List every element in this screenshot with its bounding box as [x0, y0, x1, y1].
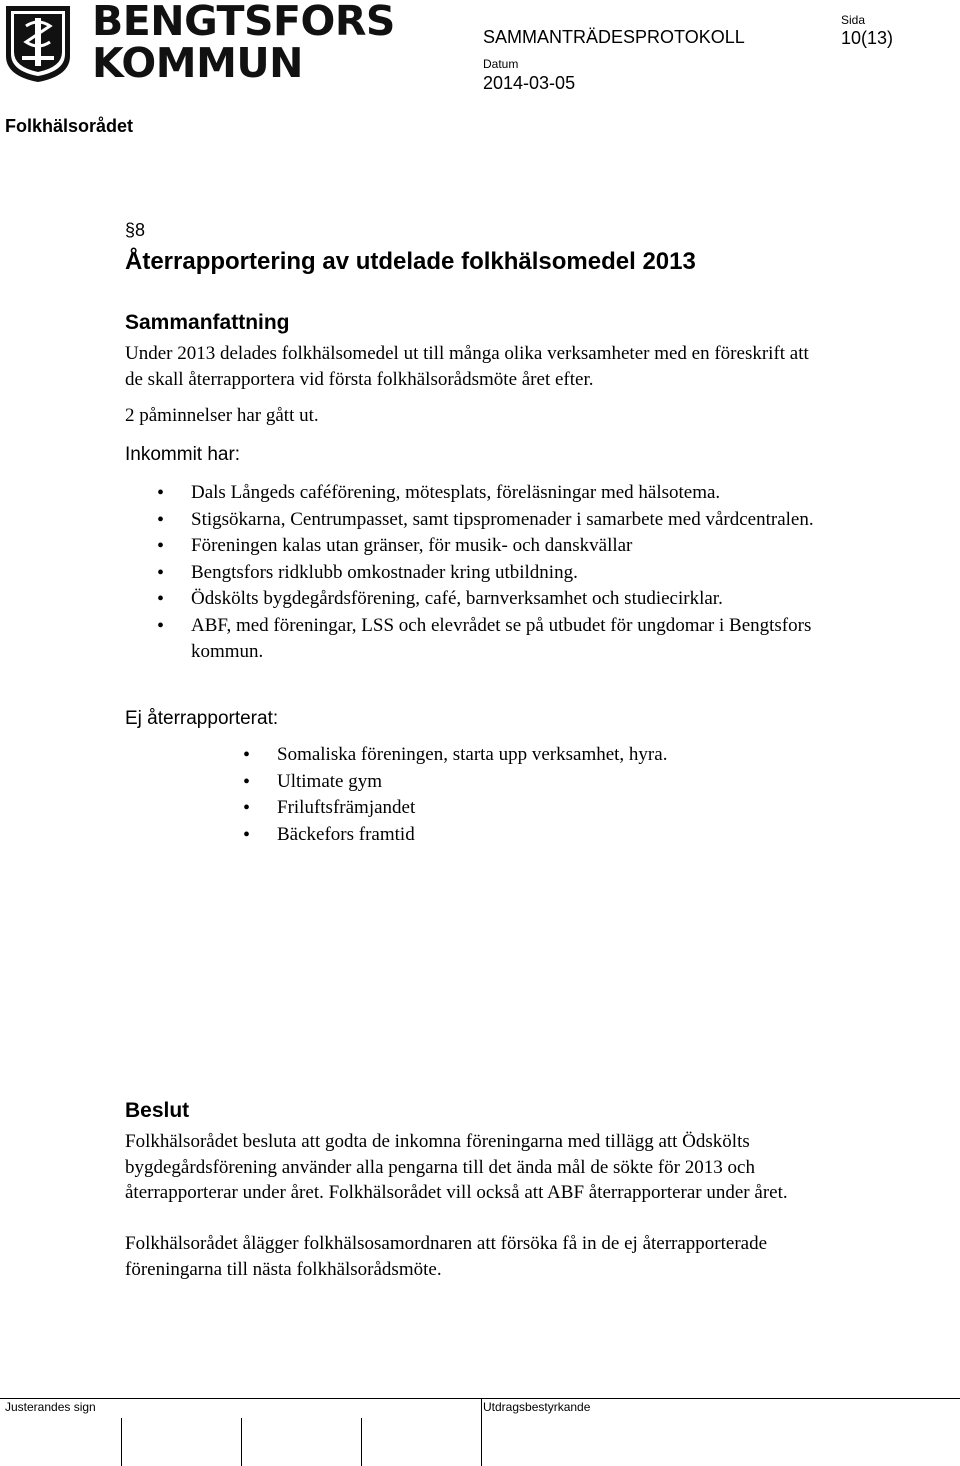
received-list [191, 480, 841, 666]
signature-box-divider [121, 1418, 122, 1466]
summary-text: Under 2013 delades folkhälsomedel ut till många olika verksamheter med en föreskrift att de skall återrapportera vid första folkhälsorådsmöte året efter. [125, 343, 809, 390]
list-item: • Föreningen kalas utan gränser, för musik- och danskvällar [191, 533, 841, 560]
not-reported-list [277, 742, 837, 848]
list-item: • Ultimate gym [277, 769, 837, 796]
list-item: • Somaliska föreningen, starta upp verksamhet, hyra. [277, 742, 837, 769]
signature-box-divider [481, 1398, 482, 1466]
list-item: • Bengtsfors ridklubb omkostnader kring utbildning. [191, 560, 841, 587]
list-item: • ABF, med föreningar, LSS och elevrådet se på utbudet för ungdomar i Bengtsfors kommun. [191, 613, 841, 666]
summary-heading: Sammanfattning [125, 311, 290, 334]
logo-line-2: KOMMUN [92, 39, 303, 87]
section-title: Återrapportering av utdelade folkhälsomedel 2013 [125, 248, 696, 275]
paragraph-number: §8 [125, 220, 146, 240]
list-item: • Bäckefors framtid [277, 822, 837, 849]
footer-rule [0, 1398, 960, 1399]
decision-text: Folkhälsorådet besluta att godta de inkomna föreningarna med tillägg att Ödskölts bygdegårdsförening använder alla pengarna till det ända mål de sökte för 2013 och återrapporterar under året. Folkhälsorådet vill också att ABF återrapporterar under året. [125, 1131, 788, 1203]
document-type: SAMMANTRÄDESPROTOKOLL [483, 27, 745, 47]
page-number: 10(13) [841, 28, 894, 48]
sign-label: Justerandes sign [5, 1400, 96, 1414]
municipality-crest-logo [4, 4, 72, 84]
organization-name: Folkhälsorådet [5, 116, 134, 136]
logo-line-1: BENGTSFORS [92, 0, 395, 45]
date-value: 2014-03-05 [483, 73, 576, 93]
list-item: • Friluftsfrämjandet [277, 795, 837, 822]
decision-text-2: Folkhälsorådet ålägger folkhälsosamordnaren att försöka få in de ej återrapporterade föreningarna till nästa folkhälsorådsmöte. [125, 1233, 768, 1280]
list-item: • Ödskölts bygdegårdsförening, café, barnverksamhet och studiecirklar. [191, 586, 841, 613]
received-heading: Inkommit har: [125, 444, 241, 465]
signature-box-divider [361, 1418, 362, 1466]
not-reported-heading: Ej återrapporterat: [125, 708, 279, 729]
signature-box-divider [241, 1418, 242, 1466]
certified-label: Utdragsbestyrkande [483, 1400, 591, 1414]
municipality-wordmark [92, 0, 395, 87]
date-label: Datum [483, 57, 519, 71]
reminder-text: 2 påminnelser har gått ut. [125, 405, 319, 426]
decision-heading: Beslut [125, 1099, 190, 1122]
list-item: • Dals Långeds caféförening, mötesplats, föreläsningar med hälsotema. [191, 480, 841, 507]
list-item: • Stigsökarna, Centrumpasset, samt tipspromenader i samarbete med vårdcentralen. [191, 507, 841, 534]
page-label: Sida [841, 13, 866, 27]
